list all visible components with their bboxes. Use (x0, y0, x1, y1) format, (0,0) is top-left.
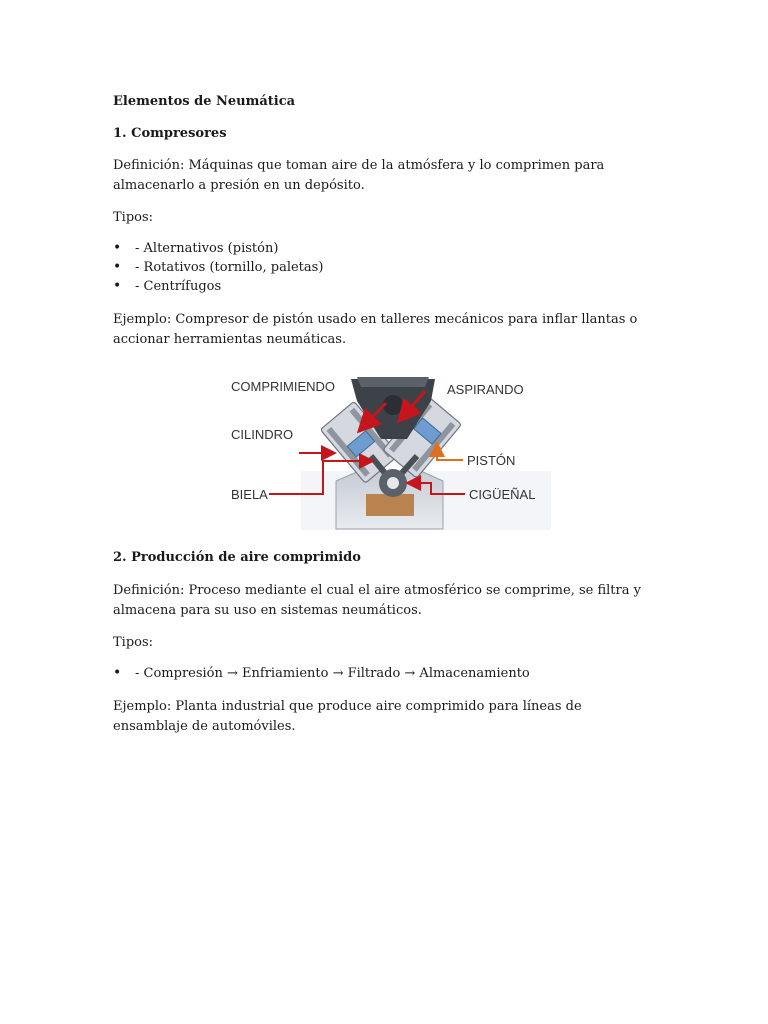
list-item: • - Compresión → Enfriamiento → Filtrado → Almacenamiento (113, 665, 530, 681)
section-heading-compresores: 1. Compresores (113, 126, 227, 141)
bullet-icon: • (113, 665, 122, 681)
section1-example: Ejemplo: Compresor de pistón usado en talleres mecánicos para inflar llantas o accionar herramientas neumáticas. (113, 312, 638, 347)
section2-types-label: Tipos: (113, 635, 154, 650)
bullet-icon: • (113, 259, 122, 275)
list-item: • - Centrífugos (113, 278, 222, 294)
label-aspirando: ASPIRANDO (447, 382, 524, 397)
document-title: Elementos de Neumática (113, 94, 296, 109)
section2-definition: Definición: Proceso mediante el cual el aire atmosférico se comprime, se filtra y almacena para su uso en sistemas neumáticos. (113, 583, 641, 618)
section1-definition: Definición: Máquinas que toman aire de la atmósfera y lo comprimen para almacenarlo a presión en un depósito. (113, 158, 605, 193)
section-heading-produccion: 2. Producción de aire comprimido (113, 550, 361, 565)
compressor-diagram (211, 361, 551, 530)
bullet-icon: • (113, 278, 122, 294)
section2-types-list (113, 664, 530, 683)
label-ciguenal: CIGÜEÑAL (469, 487, 536, 502)
bullet-icon: • (113, 240, 122, 256)
label-piston: PISTÓN (467, 453, 516, 468)
label-cilindro: CILINDRO (231, 427, 294, 442)
label-comprimiendo: COMPRIMIENDO (231, 379, 335, 394)
list-item: • - Alternativos (pistón) (113, 240, 279, 256)
section2-example: Ejemplo: Planta industrial que produce aire comprimido para líneas de ensamblaje de automóviles. (113, 699, 582, 734)
section1-types-list (113, 239, 323, 296)
crankshaft-icon (379, 469, 407, 497)
section1-types-label: Tipos: (113, 210, 154, 225)
list-item: • - Rotativos (tornillo, paletas) (113, 259, 324, 275)
label-biela: BIELA (231, 487, 268, 502)
